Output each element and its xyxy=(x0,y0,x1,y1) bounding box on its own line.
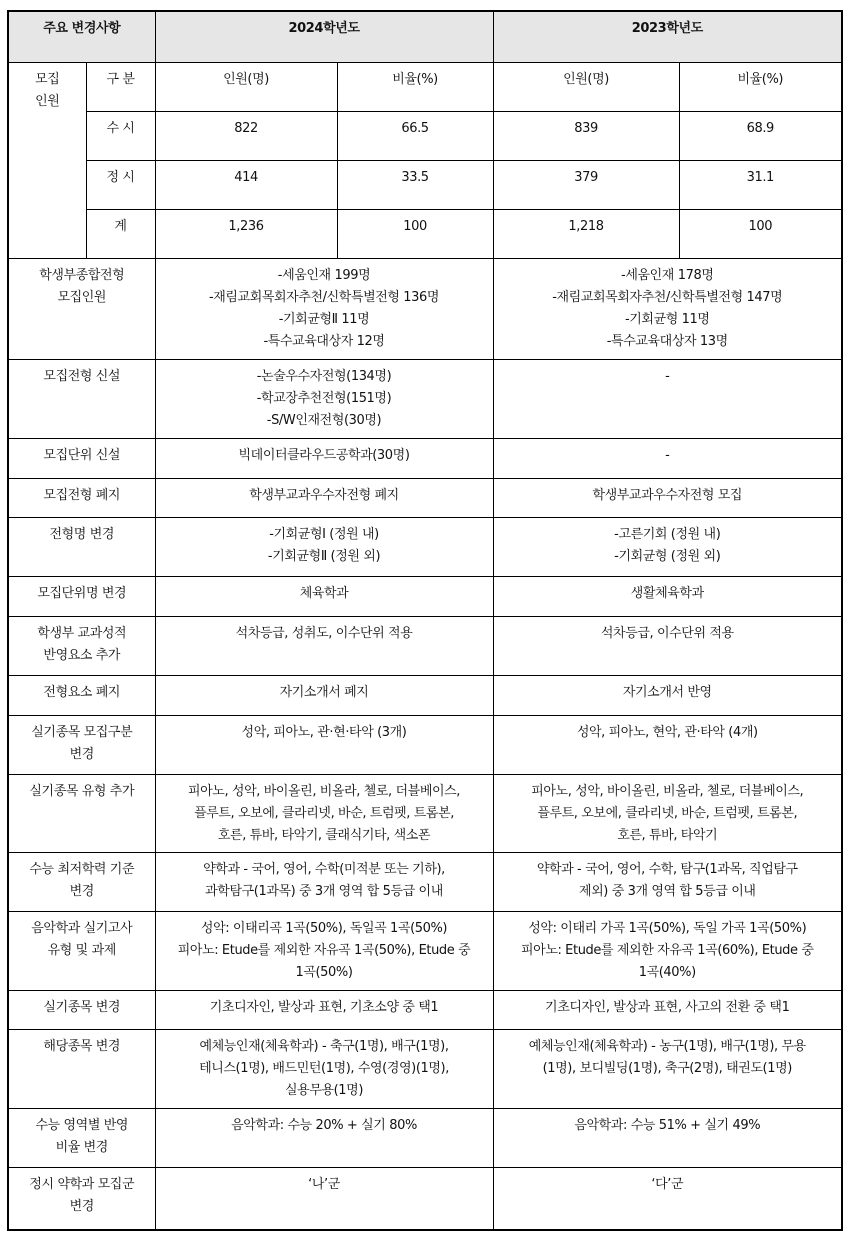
text-line: -기회균형Ⅱ (정원 외) xyxy=(267,548,381,564)
change-2023-cell xyxy=(493,616,842,675)
text-line: -세움인재 199명 xyxy=(277,267,371,283)
change-label-cell xyxy=(8,359,155,438)
change-rows xyxy=(8,258,842,1230)
change-row xyxy=(8,576,842,616)
text-line: -고른기회 (정원 내) xyxy=(614,526,721,542)
change-2023-cell xyxy=(493,576,842,616)
change-row xyxy=(8,1167,842,1230)
text-line: -세움인재 178명 xyxy=(621,267,714,283)
header-main-changes: 주요 변경사항 xyxy=(8,11,155,62)
change-2023-cell xyxy=(493,990,842,1029)
text-line: -기회균형 (정원 외) xyxy=(614,548,721,564)
change-2023-cell xyxy=(493,715,842,774)
text-line: 정시 약학과 모집군 xyxy=(29,1176,135,1192)
change-label-cell xyxy=(8,715,155,774)
text-line: 약학과 - 국어, 영어, 수학(미적분 또는 기하), xyxy=(203,861,445,877)
text-line: 음악학과: 수능 51% + 실기 49% xyxy=(574,1117,761,1133)
text-line: -특수교육대상자 13명 xyxy=(606,333,728,349)
change-2024-cell xyxy=(155,478,493,517)
text-line: 플루트, 오보에, 클라리넷, 바순, 트럼펫, 트롬본, xyxy=(194,805,454,821)
text-line: -기회균형Ⅰ (정원 내) xyxy=(269,526,379,542)
text-line: 석차등급, 성취도, 이수단위 적용 xyxy=(235,625,413,641)
text-line: -특수교육대상자 12명 xyxy=(263,333,385,349)
change-row xyxy=(8,774,842,852)
header-row xyxy=(8,11,842,62)
subheader-count-2024: 인원(명) xyxy=(155,62,337,111)
text-line: 음악학과: 수능 20% + 실기 80% xyxy=(231,1117,417,1133)
ratio-2024-cell: 100 xyxy=(337,209,493,258)
change-label-cell xyxy=(8,478,155,517)
text-line: 수능 최저학력 기준 xyxy=(29,861,135,877)
change-2024-cell xyxy=(155,438,493,478)
text-line: 모집전형 폐지 xyxy=(43,487,121,503)
admission-changes-table xyxy=(7,10,843,1231)
text-line: 과학탐구(1과목) 중 3개 영역 합 5등급 이내 xyxy=(205,883,443,899)
subheader-category: 구 분 xyxy=(86,62,155,111)
text-line: -재림교회목회자추천/신학특별전형 136명 xyxy=(208,289,440,305)
text-line: 빅데이터클라우드공학과(30명) xyxy=(238,447,410,463)
text-line: 석차등급, 이수단위 적용 xyxy=(600,625,734,641)
subheader-ratio-2024: 비율(%) xyxy=(337,62,493,111)
change-label-cell xyxy=(8,990,155,1029)
text-line: 1곡(40%) xyxy=(638,964,696,980)
change-label-cell xyxy=(8,774,155,852)
text-line: 수능 영역별 반영 xyxy=(35,1117,129,1133)
change-2024-cell xyxy=(155,715,493,774)
count-2023-cell: 1,218 xyxy=(493,209,679,258)
change-2024-cell xyxy=(155,774,493,852)
text-line: 변경 xyxy=(69,746,94,762)
change-label-cell xyxy=(8,911,155,990)
change-2023-cell xyxy=(493,675,842,715)
text-line: 예체능인재(체육학과) - 농구(1명), 배구(1명), 무용 xyxy=(528,1038,806,1054)
count-2023-cell: 839 xyxy=(493,111,679,160)
count-2024-cell: 414 xyxy=(155,160,337,209)
change-2023-cell xyxy=(493,852,842,911)
recruitment-row-jeongsi xyxy=(8,160,842,209)
text-line: 변경 xyxy=(69,1198,94,1214)
text-line: (1명), 보디빌딩(1명), 축구(2명), 태권도(1명) xyxy=(542,1060,792,1076)
recruitment-row-susi xyxy=(8,111,842,160)
text-line: 피아노: Etude를 제외한 자유곡 1곡(60%), Etude 중 xyxy=(521,942,814,958)
change-row xyxy=(8,478,842,517)
text-line: 제외) 중 3개 영역 합 5등급 이내 xyxy=(578,883,756,899)
change-2023-cell xyxy=(493,438,842,478)
text-line: -기회균형Ⅱ 11명 xyxy=(278,311,370,327)
change-row xyxy=(8,517,842,576)
subheader-count-2023: 인원(명) xyxy=(493,62,679,111)
change-row xyxy=(8,359,842,438)
change-2023-cell xyxy=(493,258,842,359)
ratio-2024-cell: 66.5 xyxy=(337,111,493,160)
label-line: 인원 xyxy=(35,93,60,109)
text-line: 예체능인재(체육학과) - 축구(1명), 배구(1명), xyxy=(199,1038,449,1054)
text-line: 자기소개서 반영 xyxy=(622,684,712,700)
change-2024-cell xyxy=(155,911,493,990)
text-line: 성악, 피아노, 현악, 관·타악 (4개) xyxy=(576,724,758,740)
text-line: 피아노, 성악, 바이올린, 비올라, 첼로, 더블베이스, xyxy=(531,783,804,799)
ratio-2023-cell: 31.1 xyxy=(679,160,842,209)
change-2024-cell xyxy=(155,258,493,359)
text-line: -재림교회목회자추천/신학특별전형 147명 xyxy=(552,289,783,305)
label-line: 모집 xyxy=(35,71,60,87)
text-line: 반영요소 추가 xyxy=(43,647,121,663)
recruitment-subheader-row xyxy=(8,62,842,111)
change-2023-cell xyxy=(493,1108,842,1167)
text-line: 성악: 이태리 가곡 1곡(50%), 독일 가곡 1곡(50%) xyxy=(528,920,807,936)
text-line: 실용무용(1명) xyxy=(285,1082,364,1098)
ratio-2023-cell: 68.9 xyxy=(679,111,842,160)
change-row xyxy=(8,852,842,911)
change-2024-cell xyxy=(155,576,493,616)
ratio-2023-cell: 100 xyxy=(679,209,842,258)
category-cell: 정 시 xyxy=(86,160,155,209)
text-line: ‘나’군 xyxy=(308,1176,340,1192)
change-2024-cell xyxy=(155,675,493,715)
text-line: 유형 및 과제 xyxy=(47,942,116,958)
text-line: 호른, 튜바, 타악기 xyxy=(617,827,718,843)
change-2023-cell xyxy=(493,1029,842,1108)
change-2024-cell xyxy=(155,990,493,1029)
change-2024-cell xyxy=(155,1167,493,1230)
text-line: 생활체육학과 xyxy=(630,585,704,601)
text-line: 테니스(1명), 배드민턴(1명), 수영(경영)(1명), xyxy=(199,1060,449,1076)
recruitment-row-total xyxy=(8,209,842,258)
change-2024-cell xyxy=(155,1029,493,1108)
text-line: 약학과 - 국어, 영어, 수학, 탐구(1과목, 직업탐구 xyxy=(536,861,798,877)
change-2024-cell xyxy=(155,616,493,675)
text-line: 피아노, 성악, 바이올린, 비올라, 첼로, 더블베이스, xyxy=(187,783,461,799)
text-line: 성악, 피아노, 관·현·타악 (3개) xyxy=(241,724,407,740)
text-line: 전형요소 폐지 xyxy=(43,684,121,700)
header-year-2023: 2023학년도 xyxy=(493,11,842,62)
text-line: 1곡(50%) xyxy=(295,964,353,980)
change-row xyxy=(8,1029,842,1108)
header-year-2024: 2024학년도 xyxy=(155,11,493,62)
change-2024-cell xyxy=(155,517,493,576)
change-row xyxy=(8,715,842,774)
category-cell: 계 xyxy=(86,209,155,258)
change-2024-cell xyxy=(155,852,493,911)
text-line: 학생부교과우수자전형 모집 xyxy=(592,487,743,503)
text-line: 자기소개서 폐지 xyxy=(279,684,369,700)
change-label-cell xyxy=(8,1029,155,1108)
change-2024-cell xyxy=(155,1108,493,1167)
text-line: 성악: 이태리곡 1곡(50%), 독일곡 1곡(50%) xyxy=(200,920,448,936)
change-row xyxy=(8,675,842,715)
change-2023-cell xyxy=(493,359,842,438)
ratio-2024-cell: 33.5 xyxy=(337,160,493,209)
text-line: 모집단위명 변경 xyxy=(37,585,127,601)
change-2023-cell xyxy=(493,517,842,576)
text-line: 해당종목 변경 xyxy=(43,1038,121,1054)
text-line: 기초디자인, 발상과 표현, 기초소양 중 택1 xyxy=(209,999,439,1015)
change-row xyxy=(8,1108,842,1167)
text-line: 음악학과 실기고사 xyxy=(31,920,133,936)
change-2023-cell xyxy=(493,1167,842,1230)
text-line: 모집전형 신설 xyxy=(43,368,121,384)
change-row xyxy=(8,258,842,359)
count-2024-cell: 822 xyxy=(155,111,337,160)
text-line: 변경 xyxy=(69,883,94,899)
text-line: 모집단위 신설 xyxy=(43,447,121,463)
text-line: -S/W인재전형(30명) xyxy=(266,412,382,428)
text-line: 실기종목 모집구분 xyxy=(31,724,133,740)
change-label-cell xyxy=(8,852,155,911)
text-line: 실기종목 유형 추가 xyxy=(29,783,135,799)
text-line: 전형명 변경 xyxy=(49,526,115,542)
text-line: -기회균형 11명 xyxy=(624,311,710,327)
change-2023-cell xyxy=(493,911,842,990)
change-row xyxy=(8,438,842,478)
change-label-cell xyxy=(8,576,155,616)
count-2023-cell: 379 xyxy=(493,160,679,209)
text-line: 피아노: Etude를 제외한 자유곡 1곡(50%), Etude 중 xyxy=(177,942,471,958)
change-row xyxy=(8,911,842,990)
category-cell: 수 시 xyxy=(86,111,155,160)
change-label-cell xyxy=(8,438,155,478)
change-label-cell xyxy=(8,1108,155,1167)
subheader-ratio-2023: 비율(%) xyxy=(679,62,842,111)
text-line: -학교장추천전형(151명) xyxy=(256,390,392,406)
text-line: 모집인원 xyxy=(57,289,107,305)
text-line: 호른, 튜바, 타악기, 클래식기타, 색소폰 xyxy=(217,827,431,843)
text-line: - xyxy=(665,368,670,384)
change-label-cell xyxy=(8,616,155,675)
text-line: - xyxy=(665,447,670,463)
change-row xyxy=(8,616,842,675)
text-line: 플루트, 오보에, 클라리넷, 바순, 트럼펫, 트롬본, xyxy=(537,805,798,821)
change-label-cell xyxy=(8,258,155,359)
count-2024-cell: 1,236 xyxy=(155,209,337,258)
text-line: 학생부종합전형 xyxy=(39,267,125,283)
text-line: 비율 변경 xyxy=(55,1139,108,1155)
text-line: 체육학과 xyxy=(299,585,349,601)
text-line: 실기종목 변경 xyxy=(43,999,121,1015)
change-2023-cell xyxy=(493,478,842,517)
change-2024-cell xyxy=(155,359,493,438)
text-line: 학생부 교과성적 xyxy=(37,625,127,641)
text-line: -논술우수자전형(134명) xyxy=(256,368,392,384)
text-line: ‘다’군 xyxy=(651,1176,684,1192)
text-line: 학생부교과우수자전형 폐지 xyxy=(249,487,399,503)
change-label-cell xyxy=(8,1167,155,1230)
recruitment-label xyxy=(8,62,86,258)
change-row xyxy=(8,990,842,1029)
change-label-cell xyxy=(8,517,155,576)
text-line: 기초디자인, 발상과 표현, 사고의 전환 중 택1 xyxy=(545,999,790,1015)
change-label-cell xyxy=(8,675,155,715)
change-2023-cell xyxy=(493,774,842,852)
